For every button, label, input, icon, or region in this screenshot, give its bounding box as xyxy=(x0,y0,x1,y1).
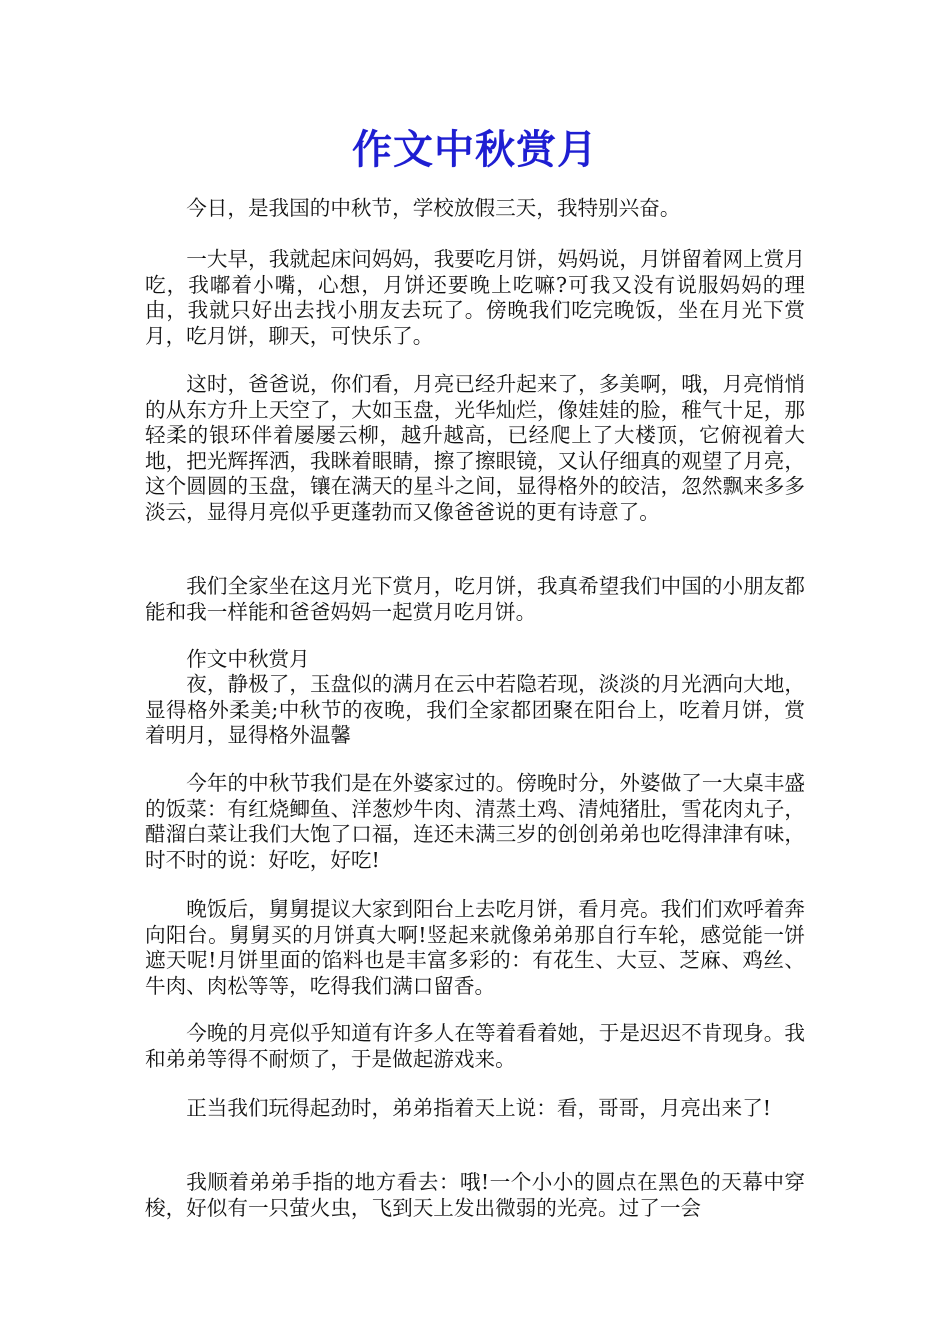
paragraph-text: 这时，爸爸说，你们看，月亮已经升起来了，多美啊，哦，月亮悄悄的从东方升上天空了，大如玉盘，光华灿烂，像娃娃的脸，稚气十足，那轻柔的银环伴着屡屡云柳，越升越高，已经爬上了大楼顶，它俯视着大地，把光辉挥洒，我眯着眼睛，擦了擦眼镜，又认仔细真的观望了月亮，这个圆圆的玉盘，镶在满天的星斗之间，显得格外的皎洁，忽然飘来多多淡云，显得月亮似乎更蓬勃而又像爸爸说的更有诗意了。 xyxy=(145,372,805,524)
paragraph-3 xyxy=(145,372,805,526)
paragraph-text: 一大早，我就起床问妈妈，我要吃月饼，妈妈说，月饼留着网上赏月吃，我嘟着小嘴，心想，月饼还要晚上吃嘛?可我又没有说服妈妈的理由，我就只好出去找小朋友去玩了。傍晚我们吃完晚饭，坐在月光下赏月，吃月饼，聊天，可快乐了。 xyxy=(145,247,805,348)
paragraph-text: 夜，静极了，玉盘似的满月在云中若隐若现，淡淡的月光洒向大地，显得格外柔美;中秋节的夜晚，我们全家都团聚在阳台上，吃着月饼，赏着明月，显得格外温馨 xyxy=(145,672,805,748)
paragraph-4 xyxy=(145,574,805,625)
section-heading xyxy=(145,647,805,673)
paragraph-text: 今晚的月亮似乎知道有许多人在等着看着她，于是迟迟不肯现身。我和弟弟等得不耐烦了，于是做起游戏来。 xyxy=(145,1021,805,1071)
paragraph-text: 我们全家坐在这月光下赏月，吃月饼，我真希望我们中国的小朋友都能和我一样能和爸爸妈妈一起赏月吃月饼。 xyxy=(145,574,805,624)
paragraph-1 xyxy=(145,196,805,222)
paragraph-5 xyxy=(145,672,805,749)
paragraph-7 xyxy=(145,897,805,999)
document-title: 作文中秋赏月 xyxy=(352,126,598,173)
paragraph-text: 我顺着弟弟手指的地方看去：哦!一个小小的圆点在黑色的天幕中穿梭，好似有一只萤火虫，飞到天上发出微弱的光亮。过了一会 xyxy=(145,1170,805,1220)
paragraph-2 xyxy=(145,247,805,349)
paragraph-text: 今日，是我国的中秋节，学校放假三天，我特别兴奋。 xyxy=(186,196,681,220)
paragraph-text: 今年的中秋节我们是在外婆家过的。傍晚时分，外婆做了一大桌丰盛的饭菜：有红烧鲫鱼、洋葱炒牛肉、清蒸土鸡、清炖猪肚，雪花肉丸子，醋溜白菜让我们大饱了口福，连还未满三岁的创创弟弟也吃得津津有味，时不时的说：好吃，好吃! xyxy=(145,771,805,872)
paragraph-text: 作文中秋赏月 xyxy=(186,647,310,671)
paragraph-10 xyxy=(145,1170,805,1221)
paragraph-8 xyxy=(145,1021,805,1072)
paragraph-text: 晚饭后，舅舅提议大家到阳台上去吃月饼，看月亮。我们们欢呼着奔向阳台。舅舅买的月饼真大啊!竖起来就像弟弟那自行车轮，感觉能一饼遮天呢!月饼里面的馅料也是丰富多彩的：有花生、大豆、芝麻、鸡丝、牛肉、肉松等等，吃得我们满口留香。 xyxy=(145,897,805,998)
paragraph-text: 正当我们玩得起劲时，弟弟指着天上说：看，哥哥，月亮出来了! xyxy=(186,1096,772,1120)
paragraph-9 xyxy=(145,1096,805,1122)
paragraph-6 xyxy=(145,771,805,873)
